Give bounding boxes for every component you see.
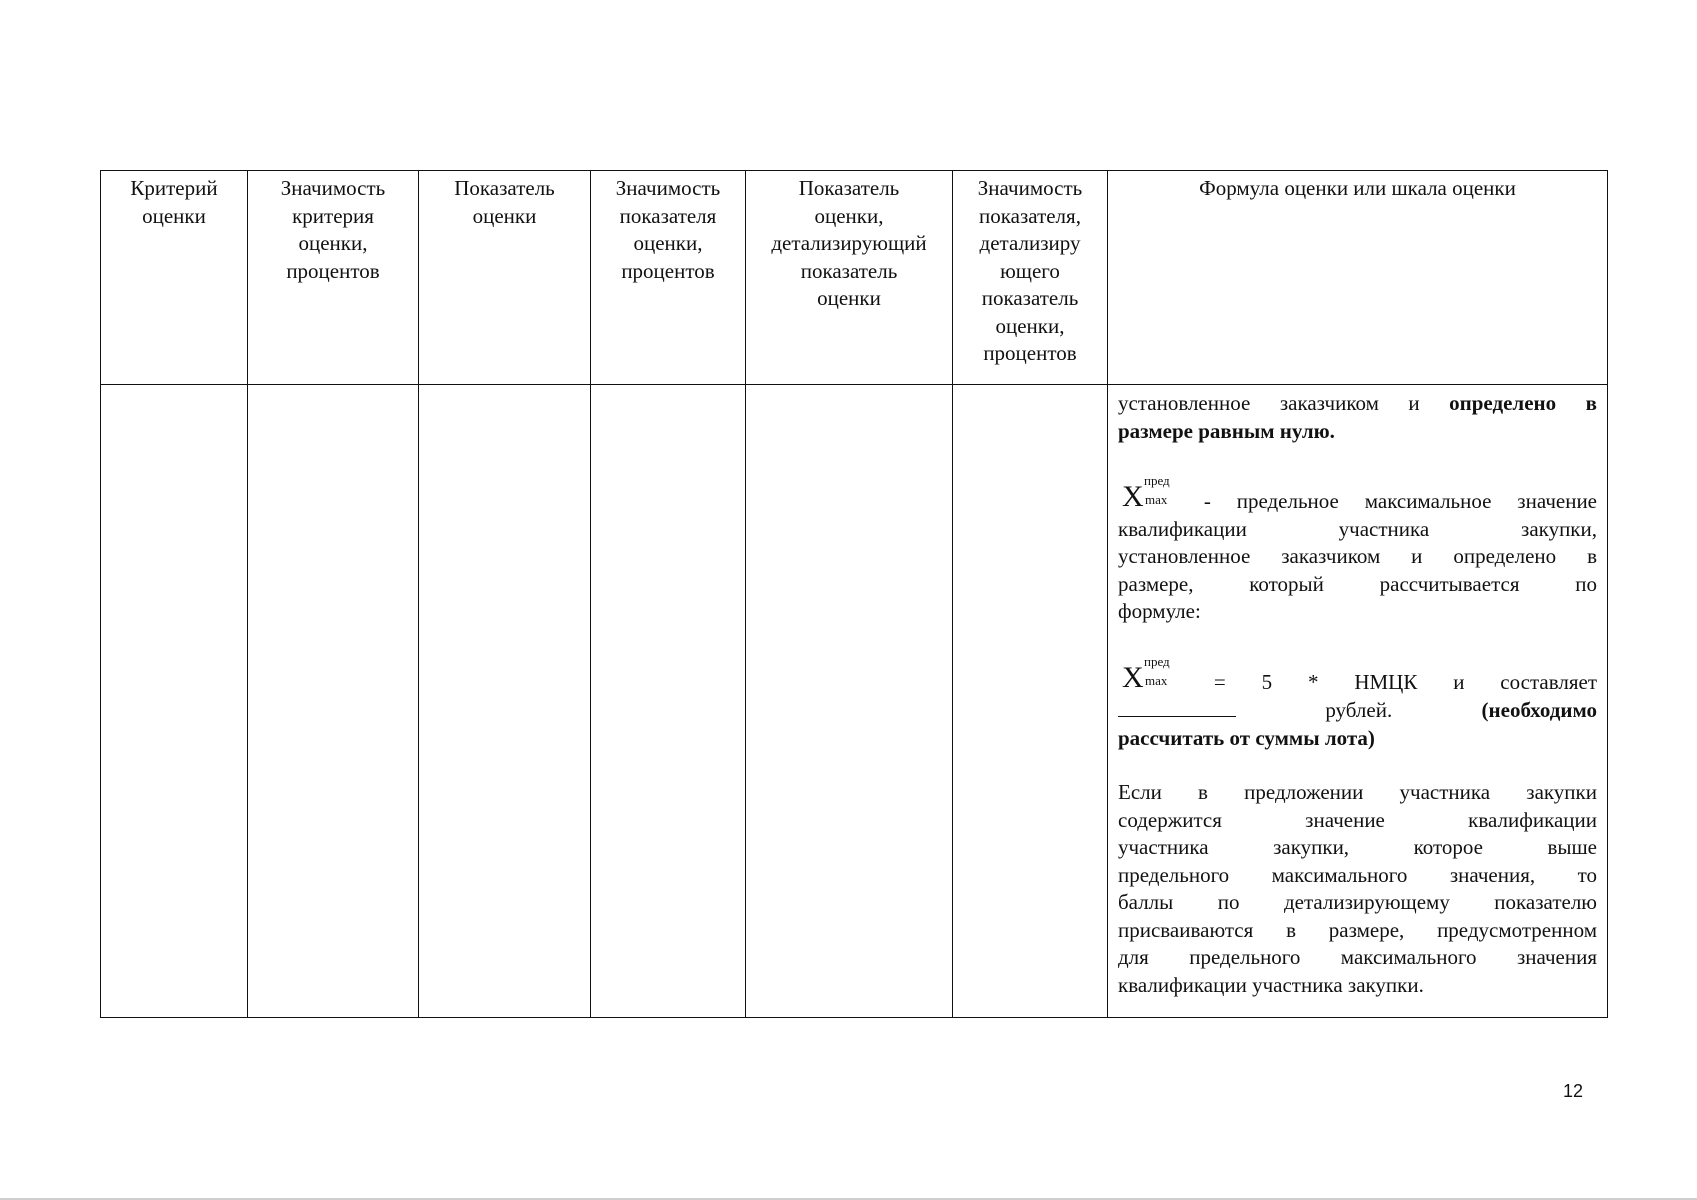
header-line: показателя <box>619 203 717 228</box>
bold-text: (необходимо <box>1481 698 1597 722</box>
header-indicator <box>419 171 591 385</box>
text-line: баллы по детализирующему показателю <box>1118 890 1597 914</box>
header-line: оценки <box>142 203 206 228</box>
text-line: размере, который рассчитывается по <box>1118 571 1597 596</box>
symbol-subscript: max <box>1145 492 1168 507</box>
formula-paragraph-zero <box>1118 390 1597 445</box>
header-line: Значимость <box>977 176 1083 200</box>
text-run: = 5 * НМЦК и составляет <box>1213 669 1597 694</box>
cell-formula <box>1108 385 1608 1018</box>
symbol-letter: X <box>1122 660 1144 694</box>
text-line: квалификации участника закупки, <box>1118 516 1597 541</box>
cell-indicator <box>419 385 591 1018</box>
text-line <box>1118 390 1597 418</box>
x-max-pred-symbol <box>1118 473 1178 513</box>
text-run: установленное заказчиком и <box>1118 391 1450 415</box>
header-line: Значимость <box>280 176 386 200</box>
header-line: оценки, <box>633 231 703 255</box>
header-line: оценки <box>472 203 537 228</box>
header-line: ющего <box>1000 258 1060 283</box>
text-line <box>1118 696 1597 725</box>
header-line: критерия <box>292 203 374 228</box>
header-detail-indicator-weight <box>953 171 1108 385</box>
symbol-subscript: max <box>1145 672 1168 688</box>
header-line: Критерий <box>130 176 218 200</box>
cell-criterion-weight <box>248 385 419 1018</box>
text-line <box>1118 653 1597 697</box>
bold-text: размере равным нулю. <box>1118 418 1335 443</box>
formula-paragraph-max-calculation <box>1118 653 1597 753</box>
text-run: рублей. <box>1325 698 1393 722</box>
text-line <box>1118 473 1597 516</box>
header-formula <box>1108 171 1608 385</box>
text-line: участника закупки, которое выше <box>1118 835 1597 859</box>
header-detail-indicator <box>746 171 953 385</box>
cell-criterion <box>101 385 248 1018</box>
header-criterion-weight <box>248 171 419 385</box>
symbol-superscript: пред <box>1144 653 1170 669</box>
bold-text: рассчитать от суммы лота) <box>1118 725 1375 750</box>
table-row <box>101 385 1608 1018</box>
spacer <box>1118 752 1597 779</box>
header-line: оценки, <box>298 231 368 255</box>
symbol-letter: X <box>1122 480 1144 513</box>
text-line <box>1118 725 1597 753</box>
text-line: присваиваются в размере, предусмотренном <box>1118 917 1597 942</box>
table-header-row <box>101 171 1608 385</box>
text-line: установленное заказчиком и определено в <box>1118 544 1597 568</box>
cell-detail-indicator-weight <box>953 385 1108 1018</box>
cell-indicator-weight <box>591 385 746 1018</box>
text-line: квалификации участника закупки. <box>1118 972 1424 997</box>
text-line: формуле: <box>1118 599 1201 623</box>
header-line: показатель <box>800 258 898 283</box>
header-line: процентов <box>286 258 380 283</box>
formula-paragraph-max-definition <box>1118 473 1597 626</box>
text-line: Если в предложении участника закупки <box>1118 780 1597 804</box>
text-line <box>1118 418 1597 446</box>
header-line: оценки, <box>814 203 884 228</box>
text-line: содержится значение квалификации <box>1118 807 1597 832</box>
evaluation-criteria-table <box>100 170 1608 1018</box>
amount-blank-line <box>1118 696 1236 717</box>
x-max-pred-symbol <box>1118 653 1178 694</box>
header-indicator-weight <box>591 171 746 385</box>
header-line: Формула оценки или шкала оценки <box>1199 176 1516 200</box>
text-line: предельного максимального значения, то <box>1118 862 1597 887</box>
header-line: процентов <box>621 258 715 283</box>
page-number: 12 <box>1563 1081 1584 1101</box>
header-line: Показатель <box>454 176 555 200</box>
symbol-superscript: пред <box>1144 473 1170 488</box>
spacer <box>1118 445 1597 472</box>
bold-text: определено в <box>1449 391 1597 415</box>
header-line: оценки <box>817 286 881 310</box>
header-line: процентов <box>983 341 1077 365</box>
header-line: показателя, <box>979 203 1081 228</box>
text-run: - предельное максимальное значение <box>1203 489 1597 513</box>
header-line: Показатель <box>798 176 900 200</box>
header-line: показатель <box>981 286 1079 310</box>
header-line: детализирующий <box>771 231 927 255</box>
text-line: для предельного максимального значения <box>1118 945 1597 969</box>
header-line: оценки, <box>995 313 1065 338</box>
header-line: детализиру <box>979 231 1081 255</box>
spacer <box>1118 626 1597 653</box>
header-line: Значимость <box>615 176 721 200</box>
cell-detail-indicator <box>746 385 953 1018</box>
header-criterion <box>101 171 248 385</box>
formula-paragraph-exceeding <box>1118 779 1597 999</box>
